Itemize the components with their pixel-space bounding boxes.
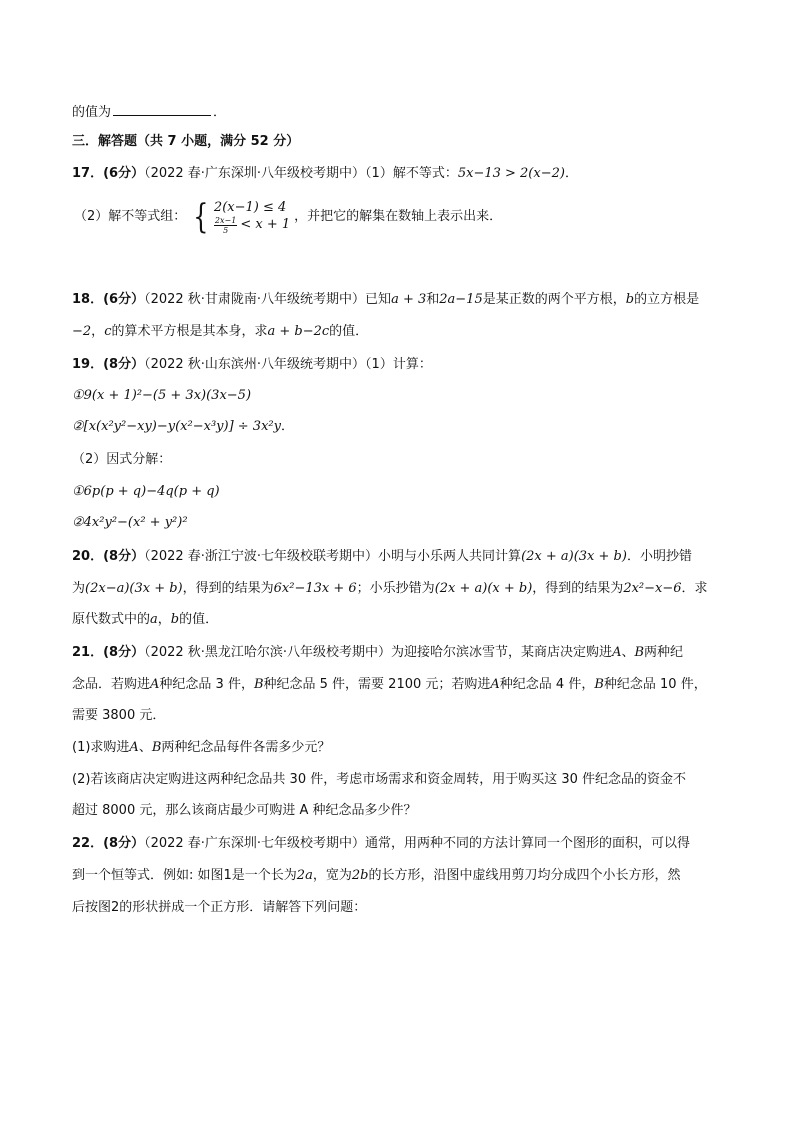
math-expression: 2a bbox=[296, 868, 313, 883]
question-21-sub-2-line-2: 超过 8000 元，那么该商店最少可购进 A 种纪念品多少件？ bbox=[72, 803, 417, 818]
text: ． bbox=[213, 105, 227, 120]
question-text: ，并把它的解集在数轴上表示出来． bbox=[294, 209, 503, 224]
question-text: 到一个恒等式．例如: 如图1是一个长为 bbox=[72, 868, 297, 883]
math-expression: A bbox=[129, 740, 139, 755]
question-text: 的值． bbox=[179, 612, 219, 627]
numerator: 2x−1 bbox=[214, 215, 237, 225]
question-text: ． bbox=[280, 419, 294, 434]
question-text: 、 bbox=[138, 740, 152, 755]
math-expression: 2a−15 bbox=[439, 292, 483, 307]
question-20-line-1 bbox=[72, 548, 692, 566]
system-line-2 bbox=[214, 216, 290, 235]
question-19-line-1 bbox=[72, 356, 432, 374]
math-expression: B bbox=[151, 740, 162, 755]
question-text: 的立方根是 bbox=[634, 292, 700, 307]
question-text: 种纪念品 4 件， bbox=[499, 677, 595, 692]
fill-in-line bbox=[72, 103, 226, 122]
question-20-line-3 bbox=[72, 611, 218, 629]
math-expression: (2x + a)(x + b) bbox=[434, 581, 533, 596]
question-text: （2022 秋·黑龙江哈尔滨·八年级校考期中）为迎接哈尔滨冰雪节，某商店决定购进 bbox=[144, 645, 613, 660]
math-expression: b bbox=[625, 292, 635, 307]
question-18-line-2 bbox=[72, 323, 368, 341]
question-21-line-3: 需要 3800 元． bbox=[72, 708, 166, 723]
math-expression: b bbox=[170, 612, 180, 627]
math-expression: (2x + a)(3x + b) bbox=[521, 549, 627, 564]
question-text: ．求 bbox=[681, 581, 708, 596]
question-text: （2022 春·广东深圳·八年级校考期中）（1）解不等式： bbox=[144, 166, 458, 181]
inequality-system bbox=[190, 197, 291, 237]
question-20-line-2 bbox=[72, 580, 708, 598]
math-expression: 2b bbox=[351, 868, 369, 883]
question-text: 的长方形，沿图中虚线用剪刀均分成四个小长方形，然 bbox=[368, 868, 681, 883]
question-text: ， bbox=[91, 324, 105, 339]
question-22-line-1 bbox=[72, 835, 690, 853]
question-21-line-2 bbox=[72, 676, 707, 694]
question-text: ，得到的结果为 bbox=[532, 581, 624, 596]
question-text: 为 bbox=[72, 581, 86, 596]
question-text: ，宽为 bbox=[312, 868, 352, 883]
question-text: ．小明抄错 bbox=[626, 549, 692, 564]
question-17-line-2 bbox=[74, 197, 502, 237]
question-22-line-3: 后按图2的形状拼成一个正方形．请解答下列问题： bbox=[72, 900, 367, 915]
math-expression: A bbox=[490, 677, 500, 692]
math-expression: 6x²−13x + 6 bbox=[273, 581, 357, 596]
question-number: 20．(8分） bbox=[72, 549, 145, 564]
question-text: 的算术平方根是其本身，求 bbox=[111, 324, 268, 339]
question-21-sub-2-line-1: (2)若该商店决定购进这两种纪念品共 30 件，考虑市场需求和资金周转，用于购买这 30 件纪念品的资金不 bbox=[72, 772, 687, 787]
system-line-2-rest: < x + 1 bbox=[240, 217, 291, 232]
math-expression: B bbox=[634, 645, 645, 660]
question-text: 的值． bbox=[329, 324, 369, 339]
question-text: 种纪念品 10 件， bbox=[603, 677, 707, 692]
math-expression: A bbox=[150, 677, 160, 692]
math-expression: −2 bbox=[72, 324, 92, 339]
question-text: （2022 春·广东深圳·七年级校考期中）通常，用两种不同的方法计算同一个图形的面积，可以得 bbox=[144, 836, 691, 851]
question-text: ；小乐抄错为 bbox=[356, 581, 435, 596]
math-expression: a bbox=[150, 612, 158, 627]
answer-blank[interactable] bbox=[113, 103, 211, 116]
math-expression: B bbox=[253, 677, 264, 692]
question-text: （2）解不等式组： bbox=[74, 209, 187, 224]
question-19-part-2: （2）因式分解： bbox=[72, 452, 172, 467]
question-text: ， bbox=[157, 612, 171, 627]
brace-icon: { bbox=[193, 197, 209, 237]
question-21-line-1 bbox=[72, 644, 683, 662]
math-expression: c bbox=[104, 324, 112, 339]
question-19-item-3: ①6p(p + q)−4q(p + q) bbox=[72, 484, 220, 499]
question-19-item-2 bbox=[72, 418, 294, 436]
question-number: 18．(6分） bbox=[72, 292, 145, 307]
system-line-1: 2(x−1) ≤ 4 bbox=[213, 199, 287, 215]
question-number: 21．(8分） bbox=[72, 645, 145, 660]
question-22-line-2 bbox=[72, 867, 680, 885]
question-19-item-4: ②4x²y²−(x² + y²)² bbox=[72, 515, 188, 530]
question-19-item-1: ①9(x + 1)²−(5 + 3x)(3x−5) bbox=[72, 388, 252, 403]
question-text: （2022 春·浙江宁波·七年级校联考期中）小明与小乐两人共同计算 bbox=[144, 549, 522, 564]
math-expression: ②[x(x²y²−xy)−y(x²−x³y)] ÷ 3x²y bbox=[72, 419, 281, 434]
question-text: (1)求购进 bbox=[72, 740, 130, 755]
question-text: 原代数式中的 bbox=[72, 612, 151, 627]
question-17-line-1 bbox=[72, 165, 578, 183]
math-expression: 5x−13 > 2(x−2) bbox=[457, 166, 565, 181]
math-expression: a + 3 bbox=[391, 292, 427, 307]
question-text: 种纪念品 5 件，需要 2100 元；若购进 bbox=[263, 677, 491, 692]
question-text: ． bbox=[564, 166, 578, 181]
question-number: 22．(8分） bbox=[72, 836, 145, 851]
question-text: ，得到的结果为 bbox=[182, 581, 274, 596]
question-text: 两种纪念品每件各需多少元？ bbox=[161, 740, 331, 755]
question-18-line-1 bbox=[72, 291, 699, 309]
math-expression: 2x²−x−6 bbox=[623, 581, 682, 596]
question-text: （2022 秋·山东滨州·八年级统考期中）（1）计算： bbox=[144, 357, 432, 372]
question-21-sub-1 bbox=[72, 739, 330, 757]
question-text: 是某正数的两个平方根， bbox=[482, 292, 626, 307]
question-text: 两种纪 bbox=[644, 645, 684, 660]
question-text: 种纪念品 3 件， bbox=[159, 677, 254, 692]
question-number: 17．(6分） bbox=[72, 166, 145, 181]
question-text: 、 bbox=[621, 645, 635, 660]
section-heading: 三．解答题（共 7 小题，满分 52 分） bbox=[72, 134, 300, 149]
math-expression: (2x−a)(3x + b) bbox=[85, 581, 183, 596]
math-expression: B bbox=[594, 677, 604, 692]
math-expression: a + b−2c bbox=[267, 324, 330, 339]
question-number: 19．(8分） bbox=[72, 357, 145, 372]
question-text: （2022 秋·甘肃陇南·八年级统考期中）已知 bbox=[144, 292, 392, 307]
question-text: 和 bbox=[426, 292, 440, 307]
math-expression: A bbox=[612, 645, 622, 660]
denominator: 5 bbox=[223, 225, 229, 235]
fraction bbox=[214, 216, 237, 235]
question-text: 念品．若购进 bbox=[72, 677, 151, 692]
text: 的值为 bbox=[72, 105, 112, 120]
